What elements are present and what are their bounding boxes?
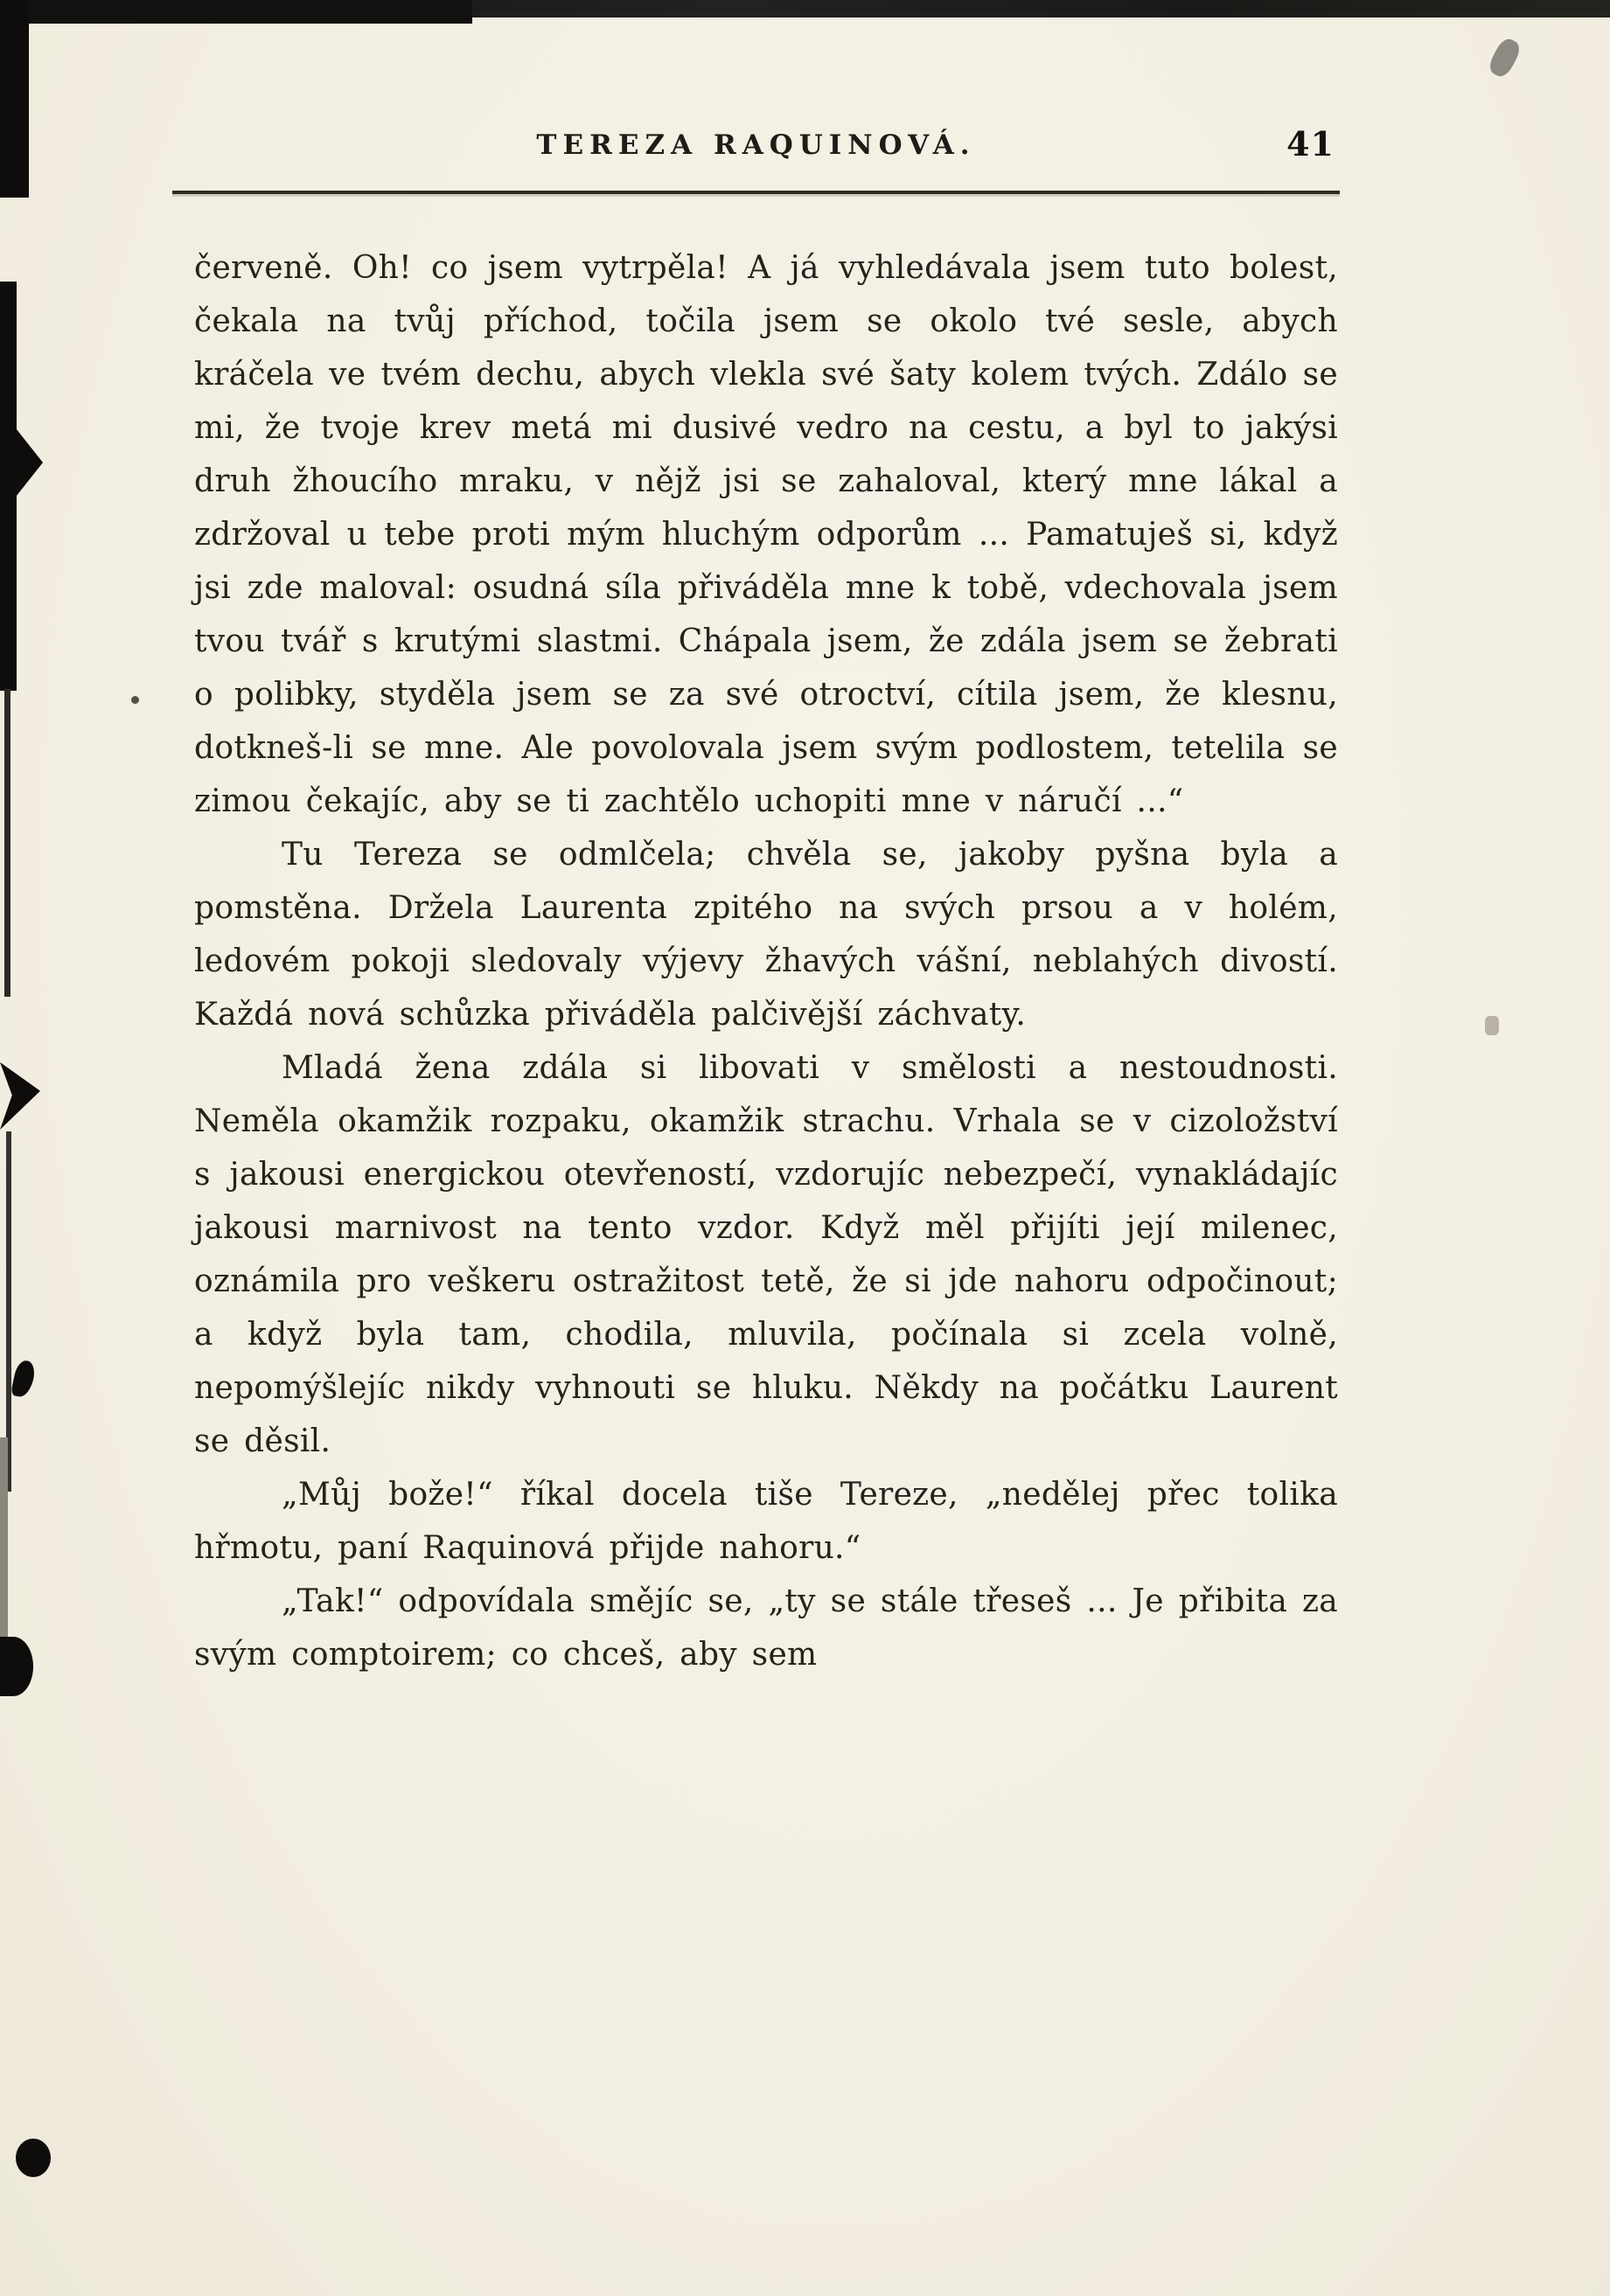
scan-artifact-comma-mark <box>10 1359 37 1399</box>
text-block <box>194 241 1338 1681</box>
scan-artifact-top-left-corner <box>0 0 29 198</box>
scan-artifact-gray-smudge <box>0 1437 8 1637</box>
paragraph: červeně. Oh! co jsem vytrpěla! A já vyhledávala jsem tuto bolest, čekala na tvůj příchod, točila jsem se okolo tvé sesle, abych kráčela ve tvém dechu, abych vlekla své šaty kolem tvých. Zdálo se mi, že tvoje krev metá mi dusivé vedro na cestu, a byl to jakýsi druh žhoucího mraku, v nějž jsi se zahaloval, který mne lákal a zdržoval u tebe proti mým hluchým odporům ... Pamatuješ si, když jsi zde maloval: osudná síla přiváděla mne k tobě, vdechovala jsem tvou tvář s krutými slastmi. Chápala jsem, že zdála jsem se žebrati o polibky, styděla jsem se za své otroctví, cítila jsem, že klesnu, dotkneš-li se mne. Ale povolovala jsem svým podlostem, tetelila se zimou čekajíc, aby se ti zachtělo uchopiti mne v náručí ...“ <box>194 250 1338 819</box>
scan-artifact-left-line-1 <box>4 689 10 997</box>
scan-artifact-top-right-mark <box>1486 36 1523 80</box>
scan-artifact-faint-mark <box>1485 1016 1499 1035</box>
scan-artifact-left-nib <box>13 425 43 500</box>
scan-artifact-left-arrow <box>0 1058 40 1130</box>
scan-artifact-top-edge-left <box>0 0 472 24</box>
paragraph: Mladá žena zdála si libovati v smělosti a nestoudnosti. Neměla okamžik rozpaku, okamžik strachu. Vrhala se v cizoložství s jakousi energickou otevřeností, vzdorujíc nebezpečí, vynakládajíc jakousi marnivost na tento vzdor. Když měl přijíti její milenec, oznámila pro veškeru ostražitost tetě, že si jde nahoru odpočinout; a když byla tam, chodila, mluvila, počínala si zcela volně, nepomýšlejíc nikdy vyhnouti se hluku. Někdy na počátku Laurent se děsil. <box>194 1050 1338 1459</box>
scan-artifact-bottom-dot <box>16 2139 51 2177</box>
scan-artifact-small-dot <box>131 696 139 704</box>
header-rule <box>172 191 1340 194</box>
running-title: TEREZA RAQUINOVÁ. <box>536 129 976 161</box>
paragraph: „Můj bože!“ říkal docela tiše Tereze, „nedělej přec tolika hřmotu, paní Raquinová přijde nahoru.“ <box>194 1477 1338 1566</box>
page-header <box>172 124 1340 178</box>
scan-artifact-left-bulge <box>0 1637 33 1696</box>
page-number: 41 <box>1286 124 1335 164</box>
paragraph: Tu Tereza se odmlčela; chvěla se, jakoby pyšna byla a pomstěna. Držela Laurenta zpitého na svých prsou a v holém, ledovém pokoji sledovaly výjevy žhavých vášní, neblahých divostí. Každá nová schůzka přiváděla palčivější záchvaty. <box>194 837 1338 1033</box>
paragraph: „Tak!“ odpovídala smějíc se, „ty se stále třeseš ... Je přibita za svým comptoirem; co chceš, aby sem <box>194 1583 1338 1673</box>
